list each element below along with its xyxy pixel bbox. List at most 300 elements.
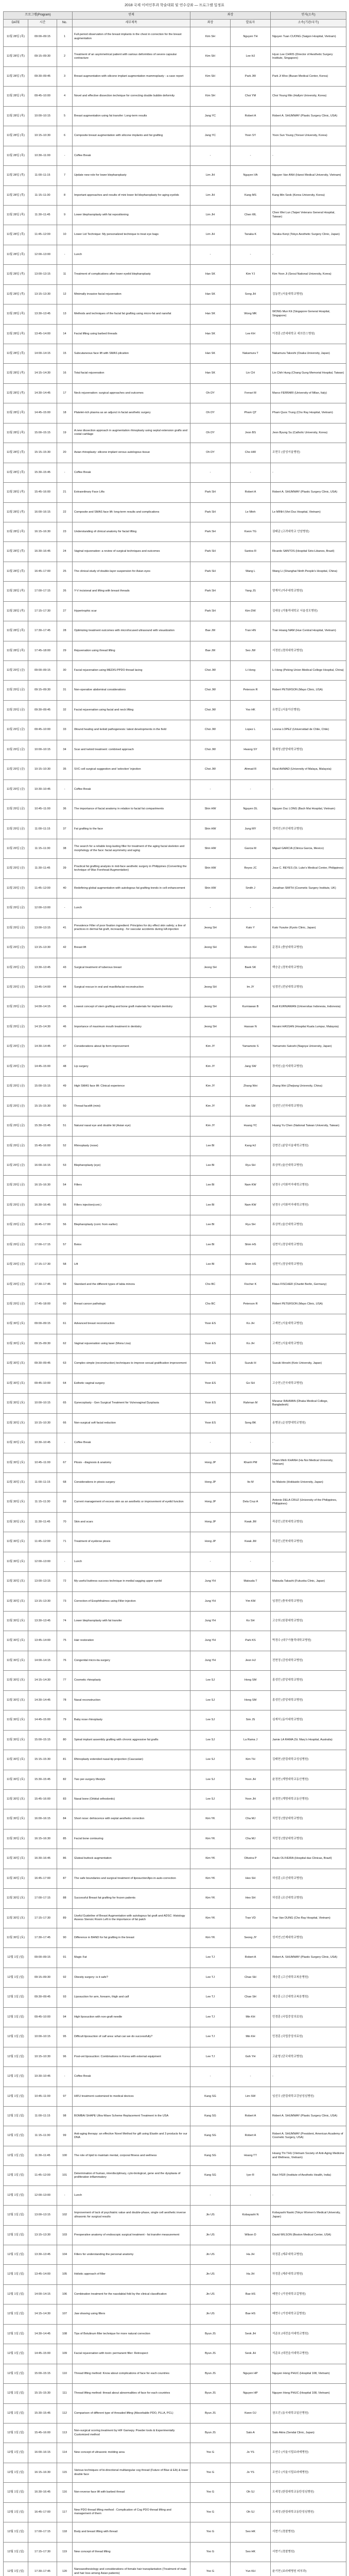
cell-time: 11:15–11:30 — [28, 2126, 57, 2146]
table-row — [4, 899, 346, 918]
table-row — [4, 1512, 346, 1532]
cell-presenter: Hoang TT — [231, 2146, 271, 2165]
cell-date: 12월 1일 (일) — [4, 2562, 28, 2576]
table-row — [4, 1037, 346, 1057]
cell-time: 14:45–15:00 — [28, 1710, 57, 1730]
cell-moderator: Lee TJ — [190, 1988, 231, 2007]
cell-topic: Nasal bone (Orbital orthodontic) — [73, 1789, 190, 1809]
cell-time: 09:45–10:00 — [28, 2007, 57, 2027]
cell-institution: 민경훈 (국립중앙의료원) — [271, 2027, 346, 2047]
cell-number: 104 — [57, 2245, 73, 2265]
cell-number: 109 — [57, 2344, 73, 2364]
cell-number: - — [57, 2185, 73, 2205]
table-row — [4, 1849, 346, 1869]
cell-topic: Comparison of different type of threaded lifting (Absorbable PDO, PLLA, PCL) — [73, 2403, 190, 2423]
cell-topic: Cosmetic rhinoplasty — [73, 1671, 190, 1690]
cell-moderator: Park SH — [190, 562, 231, 581]
table-row — [4, 819, 346, 839]
cell-moderator: Hong JP — [190, 1472, 231, 1492]
cell-institution: Tran Hoang NAM (Hue Central Hospital, Vietnam) — [271, 621, 346, 641]
cell-date: 11월 29일 (금) — [4, 938, 28, 958]
table-row — [4, 562, 346, 581]
cell-presenter: - — [231, 2067, 271, 2087]
cell-institution: 김대웅 (가톨릭대학교 서울성모병원) — [271, 601, 346, 621]
cell-moderator: Lee TJ — [190, 2007, 231, 2027]
cell-number: 110 — [57, 2364, 73, 2383]
cell-date: 11월 28일 (목) — [4, 245, 28, 264]
cell-institution: Sato Akira (Sendai Clinic, Japan) — [271, 2423, 346, 2443]
cell-time: 13:45–14:00 — [28, 2265, 57, 2284]
cell-topic: Wound healing and keloid pathogenesis: latest developments in the field — [73, 720, 190, 740]
cell-time: 15:00–15:15 — [28, 1077, 57, 1096]
table-row — [4, 1314, 346, 1334]
table-row — [4, 1295, 346, 1314]
cell-topic: Fillers injection(cont.) — [73, 1195, 190, 1215]
table-row — [4, 1453, 346, 1472]
cell-moderator: Yoo G — [190, 2443, 231, 2463]
cell-time: 17:00–17:15 — [28, 1235, 57, 1255]
cell-presenter: - — [231, 245, 271, 264]
cell-institution: Robert A. SHUMWAY (President, American Academy of Cosmetic Surgery, USA) — [271, 2126, 346, 2146]
table-row — [4, 66, 346, 86]
cell-time: 15:15–15:30 — [28, 1096, 57, 1116]
cell-time: 11:45–12:00 — [28, 878, 57, 898]
cell-date: 11월 29일 (금) — [4, 859, 28, 878]
cell-topic: Non-surgical scoring treatment by HIF Gamepy. Powder tools & Experimentally Customized method — [73, 2423, 190, 2443]
cell-institution: Tran Van DUNG (Cho Ray Hospital, Vietnam) — [271, 1908, 346, 1928]
cell-number: 44 — [57, 978, 73, 997]
table-row — [4, 1651, 346, 1670]
cell-date: 11월 29일 (금) — [4, 1136, 28, 1156]
cell-moderator: Lee TJ — [190, 1948, 231, 1968]
cell-time: 14:30–14:45 — [28, 1037, 57, 1057]
cell-moderator: Cho BC — [190, 1275, 231, 1294]
cell-moderator: Byun JS — [190, 2423, 231, 2443]
cell-moderator: Kim JY — [190, 1077, 231, 1096]
cell-time: 13:45–14:00 — [28, 1631, 57, 1651]
table-row — [4, 2364, 346, 2383]
cell-time: 10:15–10:30 — [28, 2047, 57, 2066]
cell-time: 14:15–14:30 — [28, 364, 57, 383]
table-row — [4, 1472, 346, 1492]
cell-topic: Facial bone contouring — [73, 1829, 190, 1849]
cell-time: 13:00–13:15 — [28, 2206, 57, 2225]
cell-presenter: Lee KH — [231, 324, 271, 344]
cell-number: 37 — [57, 819, 73, 839]
cell-moderator: - — [190, 2067, 231, 2087]
cell-presenter: Jeon HJ — [231, 1651, 271, 1670]
cell-topic: Non-operative abdominal considerations — [73, 681, 190, 700]
cell-moderator: Yoon ES — [190, 1374, 231, 1393]
cell-institution: 석준호 (대전을지대학교병원) — [271, 2324, 346, 2344]
cell-number: 40 — [57, 878, 73, 898]
cell-topic: Platelet-rich plasma as an adjunct in facial aesthetic surgery — [73, 403, 190, 423]
cell-institution: Budi KURNIAWAN (Universitas Indonesia, Indonesia) — [271, 997, 346, 1017]
cell-time: 10:15–10:30 — [28, 126, 57, 146]
table-row — [4, 383, 346, 403]
cell-date: 11월 28일 (목) — [4, 205, 28, 225]
cell-institution: - — [271, 899, 346, 918]
cell-moderator: - — [190, 463, 231, 482]
cell-time: 11:00–11:15 — [28, 2106, 57, 2126]
cell-time: 13:45–14:00 — [28, 978, 57, 997]
header-topic: 연제 — [73, 12, 190, 20]
cell-topic: Coffee Break — [73, 146, 190, 165]
cell-topic: Body and breast lifting with thread — [73, 2522, 190, 2542]
cell-number: 119 — [57, 2542, 73, 2562]
cell-number: 43 — [57, 958, 73, 977]
cell-topic: New concept of ultrasonic molding area — [73, 2443, 190, 2463]
cell-institution: 이경훈 (연세대학교 세브란스병원) — [271, 324, 346, 344]
cell-institution: 조현우 (삼성서울병원) — [271, 443, 346, 463]
cell-institution: - — [271, 2067, 346, 2087]
table-row — [4, 2304, 346, 2324]
cell-date: 11월 30일 (토) — [4, 1710, 28, 1730]
cell-date: 11월 30일 (토) — [4, 1413, 28, 1433]
cell-presenter: Wilson D — [231, 2225, 271, 2245]
cell-date: 12월 1일 (일) — [4, 2067, 28, 2087]
cell-number: 93 — [57, 1988, 73, 2007]
cell-topic: Surgical treatment of tuberous breast — [73, 958, 190, 977]
cell-moderator: Jang YC — [190, 106, 231, 126]
cell-institution: 임선우 (한림대학교강남성심병원) — [271, 2087, 346, 2106]
cell-time: 17:30–17:45 — [28, 2562, 57, 2576]
cell-number: 20 — [57, 443, 73, 463]
cell-time: 15:15–15:30 — [28, 1750, 57, 1770]
table-row — [4, 720, 346, 740]
cell-moderator: Lee SJ — [190, 1750, 231, 1770]
cell-number: 9 — [57, 205, 73, 225]
cell-moderator: - — [190, 245, 231, 264]
table-row — [4, 1770, 346, 1789]
cell-time: 13:15–13:30 — [28, 284, 57, 304]
table-row — [4, 304, 346, 324]
cell-presenter: Seok JH — [231, 2324, 271, 2344]
cell-moderator: Yoon ES — [190, 1413, 231, 1433]
cell-time: 13:15–13:30 — [28, 938, 57, 958]
cell-number: 48 — [57, 1057, 73, 1076]
cell-institution: Matsuda Takashi (Fukuoka Clinic, Japan) — [271, 1572, 346, 1591]
cell-presenter: Song BK — [231, 1413, 271, 1433]
table-row — [4, 1948, 346, 1968]
cell-topic: Facial rejuvenation with toxin: permanent filler: Retrospect — [73, 2344, 190, 2364]
cell-moderator: Lim JH — [190, 205, 231, 225]
cell-presenter: Baek SK — [231, 958, 271, 977]
cell-date: 11월 29일 (금) — [4, 1176, 28, 1195]
cell-presenter: Huang YC — [231, 1116, 271, 1136]
table-row — [4, 2562, 346, 2576]
cell-institution: 허성훈 (조선대학교병원) — [271, 1889, 346, 1908]
cell-moderator: Lee BI — [190, 1195, 231, 1215]
cell-date: 11월 30일 (토) — [4, 1572, 28, 1591]
cell-topic: The clinical study of double-layer suspension for Asian eyes — [73, 562, 190, 581]
cell-time: 16:15–16:30 — [28, 2463, 57, 2482]
table-row — [4, 641, 346, 660]
cell-moderator: - — [190, 1433, 231, 1453]
cell-topic: Methods and techniques of the facial fat grafting using micro-fat and nanofat — [73, 304, 190, 324]
cell-moderator: Shin HW — [190, 878, 231, 898]
cell-moderator: Lee SJ — [190, 1671, 231, 1690]
cell-topic: Baby nose rhinoplasty — [73, 1710, 190, 1730]
table-row — [4, 2423, 346, 2443]
cell-topic: Gynecoplasty - Gen Surgical Treatment for Vulvovaginal Dysplasia — [73, 1394, 190, 1413]
table-row — [4, 800, 346, 819]
table-row — [4, 2522, 346, 2542]
cell-topic: BOMBAI SHAPE Ultra-Wave Scheme Replacement Treatment in the USA — [73, 2106, 190, 2126]
table-row — [4, 1017, 346, 1037]
cell-date: 11월 29일 (금) — [4, 800, 28, 819]
cell-date: 11월 29일 (금) — [4, 918, 28, 938]
cell-time: 09:30–09:45 — [28, 1988, 57, 2007]
cell-number: 116 — [57, 2483, 73, 2502]
cell-institution: 고재현 (서울대학교병원) — [271, 1334, 346, 1353]
cell-time: 17:30–17:45 — [28, 1928, 57, 1948]
cell-topic: Lunch — [73, 899, 190, 918]
cell-topic: The search for a reliable long-lasting filler for treatment of the aging facial skeleton and morphology of the face: facial asymmetry and aging — [73, 839, 190, 858]
cell-moderator: Yoo G — [190, 2463, 231, 2482]
cell-date: 12월 1일 (일) — [4, 2245, 28, 2265]
table-row — [4, 106, 346, 126]
cell-number: 25 — [57, 562, 73, 581]
cell-presenter: Sim JS — [231, 1710, 271, 1730]
cell-topic: Fillers for understanding the personal anatomy — [73, 2245, 190, 2265]
cell-institution: Nguyen Tuan CUONG (Saigon Hospital, Vietnam) — [271, 27, 346, 47]
cell-moderator: Yoo G — [190, 2502, 231, 2522]
cell-moderator: Lee BI — [190, 1255, 231, 1275]
table-row — [4, 1690, 346, 1710]
cell-date: 12월 1일 (일) — [4, 2265, 28, 2284]
table-row — [4, 2344, 346, 2364]
cell-moderator: Jin US — [190, 2265, 231, 2284]
cell-topic: My useful buttress success technique in medial sagging upper eyelid — [73, 1572, 190, 1591]
cell-time: 11:30–11:45 — [28, 205, 57, 225]
table-row — [4, 700, 346, 720]
cell-number: - — [57, 899, 73, 918]
cell-institution: 류상혁 (울산대학교병원) — [271, 1215, 346, 1235]
table-row — [4, 443, 346, 463]
table-row — [4, 2245, 346, 2265]
cell-institution: Zhang Wei (Zhejiang University, China) — [271, 1077, 346, 1096]
cell-topic: Asian rhinoplasty: silicone implant versus autologous tissue — [73, 443, 190, 463]
cell-moderator: Park SH — [190, 582, 231, 601]
cell-topic: Vaginal rejuvenation: a review of surgical techniques and outcomes — [73, 542, 190, 562]
cell-presenter: Jo YS — [231, 2443, 271, 2463]
table-row — [4, 245, 346, 264]
cell-time: 09:15–09:30 — [28, 681, 57, 700]
cell-number: 79 — [57, 1710, 73, 1730]
cell-moderator: Jin US — [190, 2284, 231, 2304]
cell-institution: 고승현 (건국대학교병원) — [271, 1374, 346, 1393]
cell-number: 16 — [57, 364, 73, 383]
cell-number: 85 — [57, 1829, 73, 1849]
cell-institution: 류상혁 (울산대학교병원) — [271, 1156, 346, 1175]
cell-date: 11월 29일 (금) — [4, 720, 28, 740]
cell-date: 11월 29일 (금) — [4, 1275, 28, 1294]
cell-number: 92 — [57, 1968, 73, 1987]
cell-time: 09:00–09:15 — [28, 661, 57, 681]
cell-time: 10:45–11:00 — [28, 2087, 57, 2106]
cell-time: 13:30–13:45 — [28, 2245, 57, 2265]
cell-time: 09:00–09:15 — [28, 1948, 57, 1968]
cell-topic: Lift — [73, 1255, 190, 1275]
cell-date: 11월 28일 (목) — [4, 27, 28, 47]
cell-time: 10:30–10:45 — [28, 779, 57, 799]
cell-topic: Coffee Break — [73, 463, 190, 482]
cell-number: 8 — [57, 185, 73, 205]
cell-time: 15:45–16:00 — [28, 1136, 57, 1156]
cell-number: 55 — [57, 1195, 73, 1215]
table-row — [4, 1374, 346, 1393]
cell-moderator: Oh DY — [190, 423, 231, 443]
cell-institution: 심재석 (동아대학교병원) — [271, 1710, 346, 1730]
table-row — [4, 740, 346, 759]
cell-institution: Nguyen Duc LONG (Bach Mai Hospital, Vietnam) — [271, 800, 346, 819]
cell-date: 11월 30일 (토) — [4, 1453, 28, 1472]
cell-institution: 조연수 (서울시립보라매병원) — [271, 2443, 346, 2463]
cell-institution: Kato Yusuke (Kyoto Clinic, Japan) — [271, 918, 346, 938]
cell-topic: Blepharoplasty (cont. from earlier) — [73, 1215, 190, 1235]
cell-time: 13:15–13:30 — [28, 1591, 57, 1611]
cell-number: 94 — [57, 2007, 73, 2027]
table-row — [4, 542, 346, 562]
cell-time: 10:00–10:15 — [28, 2027, 57, 2047]
table-header-row — [4, 12, 346, 20]
subheader-topic: 세부제목 — [73, 20, 190, 27]
cell-institution: - — [271, 1552, 346, 1571]
cell-time: 11:45–12:00 — [28, 2166, 57, 2185]
cell-time: 14:30–14:45 — [28, 383, 57, 403]
cell-topic: Optimizing treatment outcomes with microfocused ultrasound with visualization — [73, 621, 190, 641]
cell-number: - — [57, 146, 73, 165]
table-row — [4, 2087, 346, 2106]
table-row — [4, 205, 346, 225]
cell-time: 11:45–12:00 — [28, 1532, 57, 1552]
cell-date: 11월 28일 (목) — [4, 522, 28, 541]
cell-moderator: Lee SJ — [190, 1710, 231, 1730]
cell-presenter: Suzuki H — [231, 1354, 271, 1374]
cell-date: 11월 30일 (토) — [4, 1354, 28, 1374]
cell-number: 19 — [57, 423, 73, 443]
cell-presenter: Lin CH — [231, 364, 271, 383]
cell-moderator: Park SH — [190, 483, 231, 502]
cell-date: 11월 29일 (금) — [4, 839, 28, 858]
cell-presenter: - — [231, 2185, 271, 2205]
cell-number: 68 — [57, 1472, 73, 1492]
cell-institution: 홍성민 (중앙대학교병원) — [271, 1671, 346, 1690]
cell-time: 15:45–16:00 — [28, 1789, 57, 1809]
table-row — [4, 463, 346, 482]
cell-presenter: Jung MY — [231, 819, 271, 839]
table-row — [4, 1235, 346, 1255]
table-row — [4, 601, 346, 621]
cell-number: 38 — [57, 839, 73, 858]
cell-time: 14:45–15:00 — [28, 1057, 57, 1076]
cell-moderator: Kang SG — [190, 2106, 231, 2126]
cell-presenter: Go SH — [231, 1374, 271, 1393]
cell-topic: Novel and effective dissection technique for correcting double bubble deformity — [73, 87, 190, 106]
cell-number: 87 — [57, 1869, 73, 1888]
cell-institution: 권태균 (고려대학교 안암병원) — [271, 522, 346, 541]
cell-time: 12:00–13:00 — [28, 899, 57, 918]
cell-date: 11월 28일 (목) — [4, 641, 28, 660]
table-row — [4, 47, 346, 66]
subheader-no: No. — [57, 20, 73, 27]
cell-date: 11월 30일 (토) — [4, 1770, 28, 1789]
cell-time: 10:30–11:00 — [28, 146, 57, 165]
cell-time: 10:15–10:30 — [28, 1413, 57, 1433]
cell-moderator: Jeong SH — [190, 938, 231, 958]
cell-presenter: Robert A — [231, 483, 271, 502]
cell-date: 11월 29일 (금) — [4, 1295, 28, 1314]
cell-topic: Considerations in ptosis surgery — [73, 1472, 190, 1492]
table-row — [4, 1493, 346, 1512]
cell-number: 74 — [57, 1612, 73, 1631]
cell-date: 11월 30일 (토) — [4, 1690, 28, 1710]
cell-time: 15:00–15:15 — [28, 1730, 57, 1750]
table-row — [4, 2443, 346, 2463]
cell-number: 32 — [57, 700, 73, 720]
cell-moderator: Kim SH — [190, 47, 231, 66]
cell-date: 11월 28일 (목) — [4, 403, 28, 423]
table-row — [4, 1096, 346, 1116]
cell-presenter: Reyes JC — [231, 859, 271, 878]
cell-date: 11월 28일 (목) — [4, 601, 28, 621]
cell-time: 14:45–15:00 — [28, 403, 57, 423]
cell-number: 102 — [57, 2206, 73, 2225]
cell-time: 10:00–10:15 — [28, 1394, 57, 1413]
cell-institution: 성지연 (인제대학교병원) — [271, 1928, 346, 1948]
cell-institution: 임경민 (충북대학교병원) — [271, 1591, 346, 1611]
cell-number: 66 — [57, 1413, 73, 1433]
cell-topic: The safe boundaries and surgical treatment of liposuction/lipo-in-auto-correction — [73, 1869, 190, 1888]
cell-presenter: Min KH — [231, 2027, 271, 2047]
cell-time: 16:30–16:45 — [28, 542, 57, 562]
cell-institution: 오세정 (한림대학교동탄성심병원) — [271, 2502, 346, 2522]
cell-moderator: Kang SG — [190, 2146, 231, 2165]
cell-institution: Yamamoto Satoshi (Nagoya University, Japan) — [271, 1037, 346, 1057]
table-row — [4, 225, 346, 245]
table-row — [4, 2067, 346, 2087]
cell-institution: Jeon Byung Su (Catholic University, Korea) — [271, 423, 346, 443]
cell-moderator: Lim JH — [190, 185, 231, 205]
cell-number: 27 — [57, 601, 73, 621]
cell-date: 11월 30일 (토) — [4, 1334, 28, 1353]
cell-time: 15:30–15:45 — [28, 1116, 57, 1136]
cell-topic: Fillers — [73, 1176, 190, 1195]
cell-number: 7 — [57, 166, 73, 185]
cell-number: 106 — [57, 2284, 73, 2304]
cell-topic: New concept of thread lifting — [73, 2542, 190, 2562]
cell-topic: Skin and scars — [73, 1512, 190, 1532]
table-row — [4, 126, 346, 146]
cell-institution: 채승훈 (고신대학교복음병원) — [271, 1968, 346, 1987]
cell-date: 11월 28일 (목) — [4, 423, 28, 443]
cell-moderator: Lee BI — [190, 1176, 231, 1195]
cell-date: 12월 1일 (일) — [4, 2126, 28, 2146]
cell-presenter: Lim SW — [231, 2087, 271, 2106]
table-row — [4, 1334, 346, 1353]
cell-date: 11월 28일 (목) — [4, 185, 28, 205]
cell-presenter: Im JY — [231, 978, 271, 997]
cell-time: 17:15–17:30 — [28, 1908, 57, 1928]
cell-time: 16:15–16:30 — [28, 1829, 57, 1849]
cell-topic: Blepharoplasty (eye) — [73, 1156, 190, 1175]
table-subheader-row — [4, 20, 346, 27]
cell-presenter: Ko SH — [231, 1612, 271, 1631]
cell-moderator: - — [190, 779, 231, 799]
cell-institution: Rizal AHMAD (University of Malaya, Malaysia) — [271, 760, 346, 779]
cell-date: 12월 1일 (일) — [4, 2166, 28, 2185]
